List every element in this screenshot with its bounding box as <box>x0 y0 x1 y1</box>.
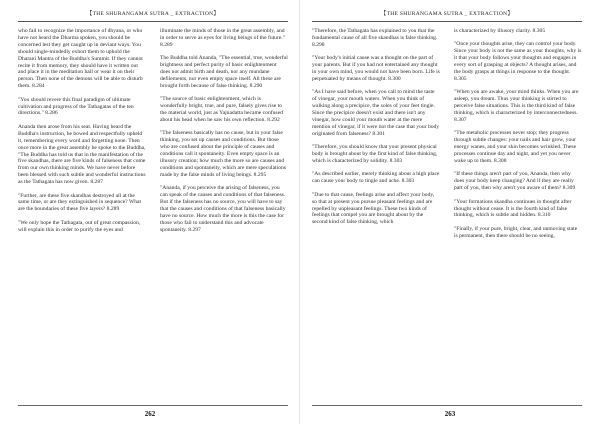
paragraph: "Your formations skandha continues in thought after thought without cease. It is the fourth kind of false thinking, which is subtle and hidden. 8.310 <box>454 198 572 219</box>
paragraph: "Finally, if your pure, bright, clear, and unmoving state is permanent, then there should be no seeing, <box>454 225 578 239</box>
paragraph: "Therefore, you should know that your present physical body is brought about by the first kind of false thinking, which is characterized by solidity. 8.303 <box>312 144 438 164</box>
paragraph: illuminate the minds of those in the great assembly, and in order to serve as eyes for living beings of the future." 8.289 <box>160 28 285 48</box>
paragraph: "Further, are these five skandhas destroyed all at the same time, or are they extinguished in sequence? What are the boundaries of these five layers? 8.289 <box>18 192 142 213</box>
running-header-right: 【THE SHURANGAMA SUTRA _ EXTRACTION】 <box>312 10 582 22</box>
footer-rule-right <box>312 405 582 406</box>
running-header-left: 【THE SHURANGAMA SUTRA _ EXTRACTION】 <box>18 10 288 22</box>
paragraph: "Your body's initial cause was a thought on the part of your parents. But if you had not entertained any thought in your own mind, you would not have been born. Life is perpetuated by means of thought. 8.300 <box>312 55 440 82</box>
page-number-right: 263 <box>444 410 456 418</box>
footer-rule-left <box>18 405 288 406</box>
paragraph: "As described earlier, merely thinking about a high place can cause your body to tingle and ache. 8.303 <box>312 171 440 185</box>
paragraph: "Once your thoughts arise, they can control your body. Since your body is not the same as your thoughts, why is it that your body follows your thoughts and engages in every sort of grasping at objects? A thought arises, and the body grasps at things in response to the thought. 8.305 <box>454 41 582 82</box>
left-page-columns <box>18 28 288 403</box>
left-column-2 <box>160 28 288 403</box>
paragraph: "The source of basic enlightenment, which is wonderfully bright, true, and pure, falsely gives rise to the material world, just as Yajnadatta became confused about his head when he saw his own reflection. 8.292 <box>160 96 283 123</box>
left-column-1 <box>18 28 146 403</box>
right-column-1 <box>312 28 440 403</box>
paragraph: is characterized by illusory clarity. 8.305 <box>454 28 546 34</box>
paragraph: "Therefore, the Tathagata has explained to you that the fundamental cause of all five skandhas is false thinking. 8.298 <box>312 28 438 48</box>
paragraph: "You should revere this final paradigm of ultimate cultivation and progress of the Tathagatas of the ten directions." 8.286 <box>18 96 134 117</box>
paragraph: "When you are awake, your mind thinks. When you are asleep, you dream. Thus your thinking is stirred to perceive false situations. This is the third kind of false thinking, which is characterized by interconnectedness. 8.307 <box>454 89 579 123</box>
right-page-columns <box>312 28 582 403</box>
paragraph: "Due to that cause, feelings arise and affect your body, so that at present you pursue pleasant feelings and are repelled by unpleasant feelings. These two kinds of feelings that compel you are brought about by the second kind of false thinking, which <box>312 191 435 226</box>
paragraph: who fail to recognize the importance of dhyana, or who have not heard the Dharma spoken, you should be concerned lest they get caught up in deviant ways. You should single-mindedly exhort them to uphold the Dharani Mantra of the Buddha's Summit. If they cannot recite it from memory, they should have it written out and place it in the meditation hall or wear it on their person. Then none of the demons will be able to disturb them. 8.284 <box>18 28 143 90</box>
paragraph: Ananda then arose from his seat. Having heard the Buddha's instruction, he bowed and respectfully upheld it, remembering every word and forgetting none. Then once more in the great assembly he spoke to the Buddha, "The Buddha has told us that in the manifestation of the five skandhas, there are five kinds of falseness that come from our own thinking minds. We have never before been blessed with such subtle and wonderful instructions as the Tathagata has now given. 8.287 <box>18 123 146 186</box>
paragraph: "If these things aren't part of you, Ananda, then why does your body keep changing? And if they are really part of you, then why aren't you aware of them? 8.309 <box>454 171 576 192</box>
paragraph: The Buddha told Ananda, "The essential, true, wonderful brightness and perfect purity of basic enlightenment does not admit birth and death, nor any mundane defilements, nor even empty space itself. All these are brought forth because of false thinking. 8.290 <box>160 55 288 89</box>
right-page <box>300 0 600 424</box>
right-column-2 <box>454 28 582 403</box>
paragraph: "The falseness basically has no cause, but in your false thinking, you set up causes and conditions. But those who are confused about the principle of causes and conditions call it spontaneity. Even empty space is an illusory creation; how much the more so are causes and conditions and spontaneity, which are mere speculations made by the false minds of living beings. 8.295 <box>160 130 286 178</box>
paragraph: "Ananda, if you perceive the arising of falseness, you can speak of the causes and conditions of that falseness. But if the falseness has no source, you will have to say that the causes and conditions of that falseness basically have no source. How much the more is this the case for those who fail to understand this and advocate spontaneity. 8.297 <box>160 185 286 233</box>
page-number-left: 262 <box>144 410 156 418</box>
paragraph: "The metabolic processes never stop; they progress through subtle changes: your nails and hair grow, your energy wanes, and your skin becomes wrinkled. These processes continue day and night, and yet you never wake up to them. 8.308 <box>454 130 577 164</box>
paragraph: "We only hope the Tathagata, out of great compassion, will explain this in order to purify the eyes and <box>18 219 141 233</box>
paragraph: "As I have said before, when you call to mind the taste of vinegar, your mouth waters. When you think of walking along a precipice, the soles of your feet tingle. Since the precipice doesn't exist and there isn't any vinegar, how could your mouth water at the mere mention of vinegar, if it were not the case that your body originated from falseness? 8.301 <box>312 89 440 137</box>
